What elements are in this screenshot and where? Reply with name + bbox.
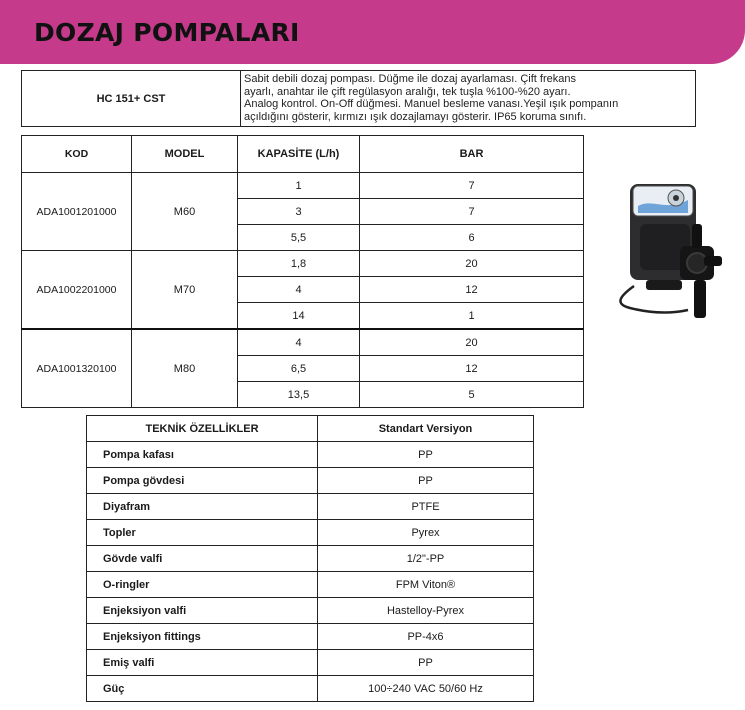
spec-value: FPM Viton® [318,572,534,598]
cell-kod: ADA1001320100 [22,329,132,408]
header-bar: BAR [360,136,584,173]
spec-value: Hastelloy-Pyrex [318,598,534,624]
spec-property: Pompa kafası [87,442,318,468]
spec-value: PP [318,468,534,494]
cell-kapasite: 1,8 [238,251,360,277]
product-info-table [21,70,696,127]
technical-specs-table [86,415,534,702]
table-row [22,251,584,277]
dosing-pump-photo [600,176,740,326]
header-banner [0,0,745,64]
table-row [87,676,534,702]
spec-property: Emiş valfi [87,650,318,676]
table-row [87,650,534,676]
cell-model: M80 [132,329,238,408]
cell-bar: 6 [360,225,584,251]
spec-property: O-ringler [87,572,318,598]
cell-model: M70 [132,251,238,330]
description-line: Analog kontrol. On-Off düğmesi. Manuel besleme vanası.Yeşil ışık pompanın [244,98,619,110]
cell-bar: 20 [360,329,584,356]
cell-kapasite: 3 [238,199,360,225]
cell-kapasite: 4 [238,329,360,356]
header-teknik-ozellikler: TEKNİK ÖZELLİKLER [87,416,318,442]
table-row [87,546,534,572]
spec-property: Enjeksiyon fittings [87,624,318,650]
spec-property: Diyafram [87,494,318,520]
models-header-row [22,136,584,173]
table-row [22,173,584,199]
header-kod: KOD [22,136,132,173]
cell-bar: 7 [360,199,584,225]
cell-kapasite: 14 [238,303,360,330]
cell-kapasite: 4 [238,277,360,303]
product-description [241,71,696,127]
table-row [87,494,534,520]
description-line: ayarlı, anahtar ile çift regülasyon aralığı, tek tuşla %100-%20 ayarı. [244,85,571,98]
spec-value: PP-4x6 [318,624,534,650]
table-row [87,572,534,598]
cell-bar: 5 [360,382,584,408]
table-row [87,520,534,546]
spec-value: Pyrex [318,520,534,546]
cell-bar: 12 [360,277,584,303]
spec-value: 1/2"-PP [318,546,534,572]
spec-value: PTFE [318,494,534,520]
cell-kapasite: 5,5 [238,225,360,251]
cell-bar: 7 [360,173,584,199]
table-row [87,624,534,650]
spec-property: Pompa gövdesi [87,468,318,494]
table-row [87,598,534,624]
cell-kapasite: 13,5 [238,382,360,408]
spec-value: PP [318,442,534,468]
spec-property: Güç [87,676,318,702]
tech-header-row [87,416,534,442]
header-standart-versiyon: Standart Versiyon [318,416,534,442]
cell-kod: ADA1001201000 [22,173,132,251]
cell-bar: 12 [360,356,584,382]
spec-value: 100÷240 VAC 50/60 Hz [318,676,534,702]
cell-kod: ADA1002201000 [22,251,132,330]
cell-kapasite: 6,5 [238,356,360,382]
spec-property: Topler [87,520,318,546]
models-table [21,135,584,408]
header-kapasite: KAPASİTE (L/h) [238,136,360,173]
cell-bar: 1 [360,303,584,330]
page-title: DOZAJ POMPALARI [34,18,300,47]
header-model: MODEL [132,136,238,173]
cell-bar: 20 [360,251,584,277]
spec-property: Enjeksiyon valfi [87,598,318,624]
spec-property: Gövde valfi [87,546,318,572]
cell-kapasite: 1 [238,173,360,199]
description-line: Sabit debili dozaj pompası. Düğme ile dozaj ayarlaması. Çift frekans [244,73,576,85]
table-row [22,329,584,356]
table-row [87,468,534,494]
description-line: açıldığını gösterir, kırmızı ışık dozajlamayı gösterir. IP65 koruma sınıfı. [244,110,587,123]
spec-value: PP [318,650,534,676]
table-row [87,442,534,468]
product-model-name: HC 151+ CST [22,71,241,127]
product-info-row [22,71,696,127]
dosing-pump-icon [600,176,740,326]
cell-model: M60 [132,173,238,251]
